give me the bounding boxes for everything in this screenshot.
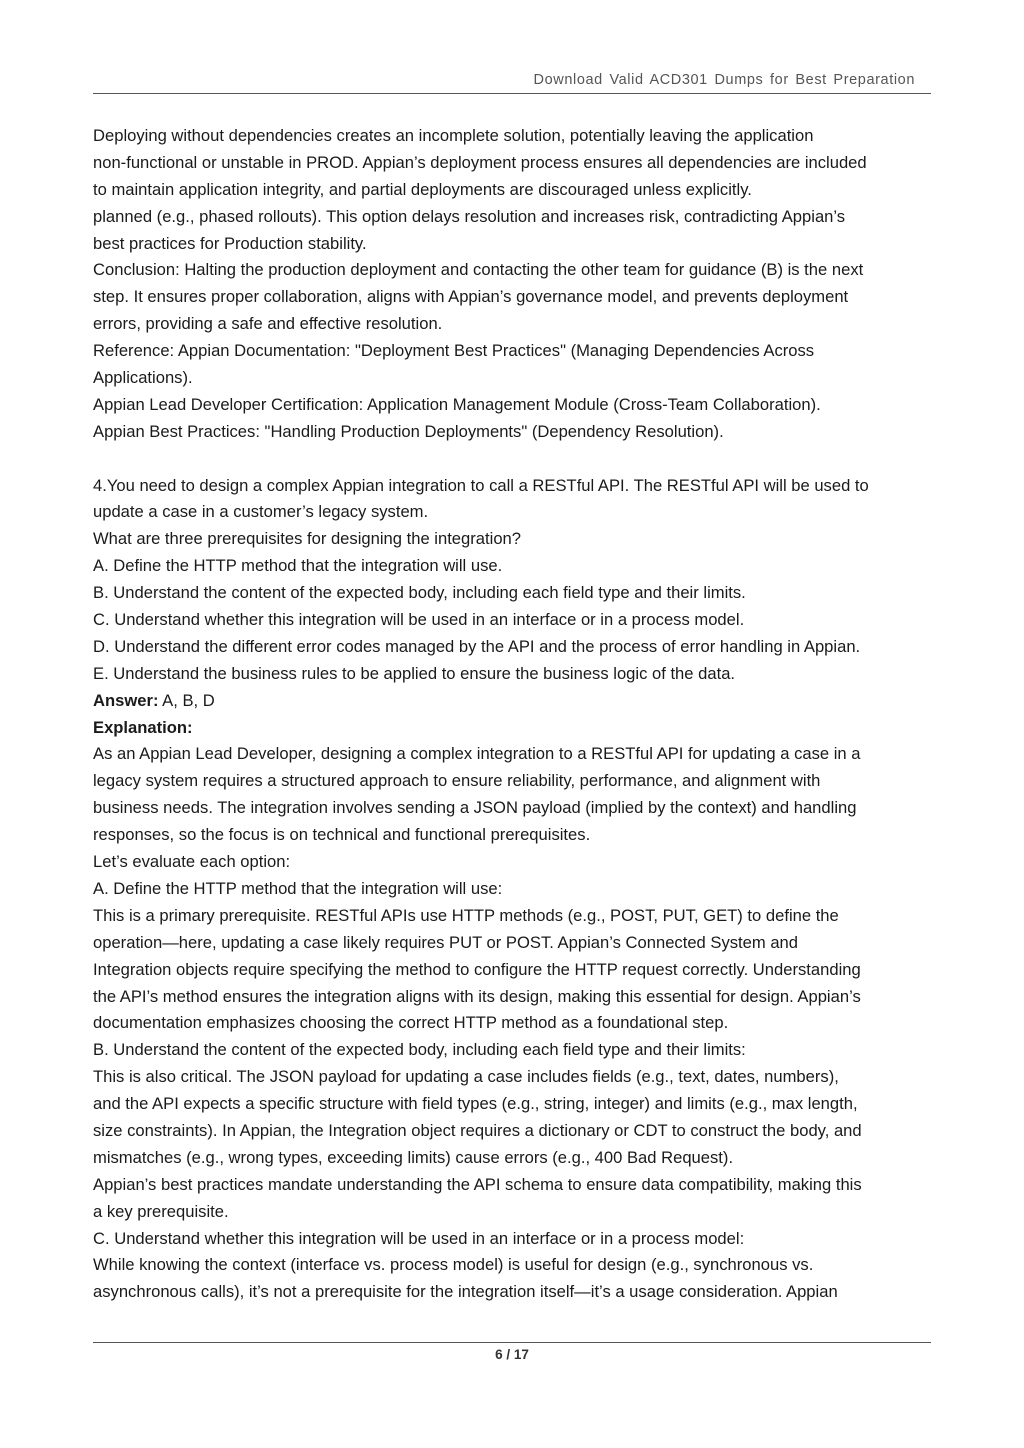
- text-line: step. It ensures proper collaboration, aligns with Appian’s governance model, and prevents deployment: [93, 287, 849, 307]
- explanation-line: size constraints). In Appian, the Integration object requires a dictionary or CDT to construct the body, and: [93, 1120, 862, 1140]
- option-a: A. Define the HTTP method that the integration will use.: [93, 556, 503, 576]
- page-header-title: Download Valid ACD301 Dumps for Best Preparation: [533, 72, 915, 88]
- text-line: best practices for Production stability.: [93, 233, 367, 253]
- explanation-line: and the API expects a specific structure with field types (e.g., string, integer) and limits (e.g., max length,: [93, 1094, 858, 1114]
- text-line: Applications).: [93, 368, 193, 388]
- answer-value: A, B, D: [158, 690, 215, 710]
- explanation-line: operation—here, updating a case likely requires PUT or POST. Appian’s Connected System and: [93, 932, 799, 952]
- option-b: B. Understand the content of the expected body, including each field type and their limits.: [93, 583, 746, 603]
- intro-paragraphs: [93, 123, 953, 446]
- option-d: D. Understand the different error codes managed by the API and the process of error handling in Appian.: [93, 636, 861, 656]
- explanation-line: mismatches (e.g., wrong types, exceeding limits) cause errors (e.g., 400 Bad Request).: [93, 1147, 734, 1167]
- answer-label: Answer:: [93, 690, 159, 710]
- question-text: 4.You need to design a complex Appian integration to call a RESTful API. The RESTful API will be used to: [93, 475, 869, 495]
- question-text: update a case in a customer’s legacy system.: [93, 502, 429, 522]
- footer-divider: [93, 1342, 931, 1343]
- text-line: to maintain application integrity, and partial deployments are discouraged unless explicitly.: [93, 179, 752, 199]
- text-line: planned (e.g., phased rollouts). This option delays resolution and increases risk, contradicting Appian’s: [93, 206, 846, 226]
- answer-line: [93, 688, 953, 715]
- explanation-line: This is also critical. The JSON payload for updating a case includes fields (e.g., text, dates, numbers),: [93, 1067, 839, 1087]
- text-line: Deploying without dependencies creates an incomplete solution, potentially leaving the application: [93, 126, 814, 145]
- option-c: C. Understand whether this integration will be used in an interface or in a process model.: [93, 610, 745, 630]
- explanation-line: While knowing the context (interface vs. process model) is useful for design (e.g., synchronous vs.: [93, 1255, 814, 1275]
- document-body: [93, 123, 953, 1306]
- explanation-line: the API’s method ensures the integration aligns with its design, making this essential for design. Appian’s: [93, 986, 861, 1006]
- explanation-line: asynchronous calls), it’s not a prerequisite for the integration itself—it’s a usage consideration. Appian: [93, 1282, 838, 1302]
- explanation-line: Let’s evaluate each option:: [93, 852, 291, 872]
- explanation-line: This is a primary prerequisite. RESTful APIs use HTTP methods (e.g., POST, PUT, GET) to define the: [93, 905, 839, 925]
- explanation-block: [93, 741, 953, 1306]
- text-line: Appian Lead Developer Certification: Application Management Module (Cross-Team Collaboration).: [93, 394, 821, 414]
- explanation-label: Explanation:: [93, 717, 193, 737]
- explanation-line: responses, so the focus is on technical and functional prerequisites.: [93, 825, 591, 845]
- explanation-line: documentation emphasizes choosing the correct HTTP method as a foundational step.: [93, 1013, 729, 1033]
- explanation-line: As an Appian Lead Developer, designing a complex integration to a RESTful API for updating a case in a: [93, 744, 861, 764]
- header-divider: [93, 93, 931, 94]
- explanation-line: a key prerequisite.: [93, 1201, 229, 1221]
- paragraph-gap: [93, 446, 953, 473]
- explanation-line: business needs. The integration involves sending a JSON payload (implied by the context) and handling: [93, 798, 857, 818]
- text-line: Reference: Appian Documentation: "Deployment Best Practices" (Managing Dependencies Across: [93, 341, 815, 361]
- explanation-line: A. Define the HTTP method that the integration will use:: [93, 878, 503, 898]
- option-e: E. Understand the business rules to be applied to ensure the business logic of the data.: [93, 663, 736, 683]
- question-prompt: What are three prerequisites for designing the integration?: [93, 529, 522, 549]
- question-block: [93, 473, 953, 688]
- explanation-line: Appian’s best practices mandate understanding the API schema to ensure data compatibility, making this: [93, 1174, 862, 1194]
- text-line: non-functional or unstable in PROD. Appian’s deployment process ensures all dependencies are included: [93, 152, 867, 172]
- text-line: Conclusion: Halting the production deployment and contacting the other team for guidance (B) is the next: [93, 260, 864, 280]
- text-line: Appian Best Practices: "Handling Production Deployments" (Dependency Resolution).: [93, 421, 724, 441]
- explanation-line: legacy system requires a structured approach to ensure reliability, performance, and alignment with: [93, 771, 821, 791]
- explanation-line: B. Understand the content of the expected body, including each field type and their limits:: [93, 1040, 746, 1060]
- text-line: errors, providing a safe and effective resolution.: [93, 314, 443, 334]
- explanation-line: Integration objects require specifying the method to configure the HTTP request correctly. Understanding: [93, 959, 861, 979]
- explanation-line: C. Understand whether this integration will be used in an interface or in a process model:: [93, 1228, 745, 1248]
- page-number: 6 / 17: [495, 1347, 529, 1362]
